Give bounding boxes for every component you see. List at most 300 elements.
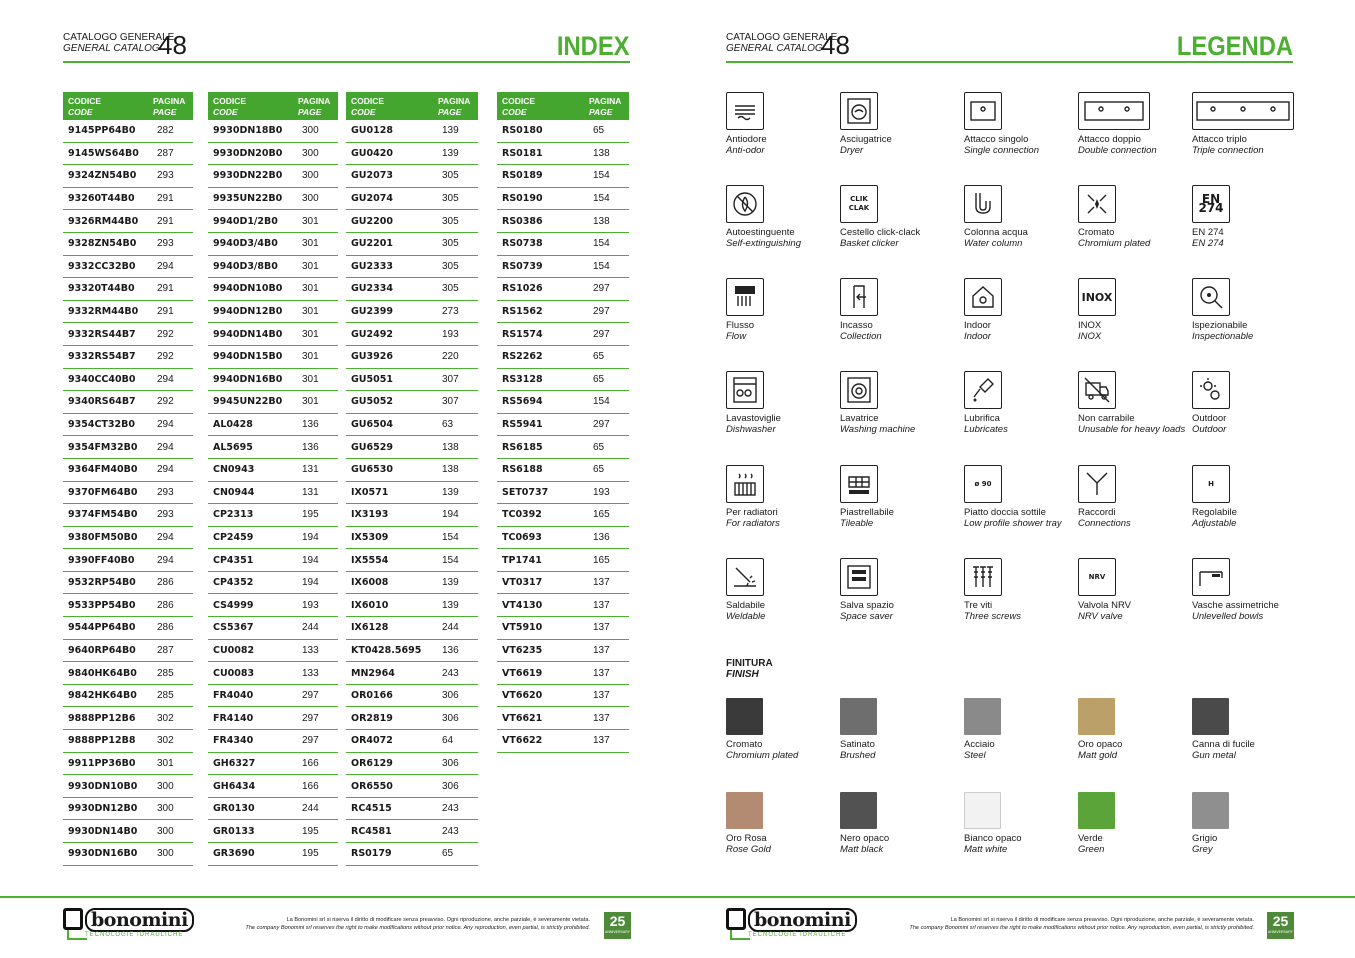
product-code: OR0166 <box>351 690 393 702</box>
legend-label-it: Vasche assimetriche <box>1192 600 1279 611</box>
page-ref: 286 <box>157 599 174 611</box>
product-code: 9940DN12B0 <box>213 306 283 318</box>
legend-item <box>1192 92 1304 156</box>
product-code: VT0317 <box>502 577 543 589</box>
legend-label-en: NRV valve <box>1078 611 1123 622</box>
legend-item <box>840 371 952 435</box>
dryer-icon <box>840 92 878 130</box>
product-code: AL0428 <box>213 419 253 431</box>
table-row <box>497 323 629 346</box>
legend-item <box>1078 465 1190 529</box>
page-ref: 293 <box>157 486 174 498</box>
page-ref: 301 <box>157 757 174 769</box>
legend-label-en: Anti-odor <box>726 145 765 156</box>
tileable-icon <box>840 465 878 503</box>
page-ref: 287 <box>157 644 174 656</box>
page-ref: 137 <box>593 577 610 589</box>
table-row <box>208 165 338 188</box>
legend-label-it: EN 274 <box>1192 227 1224 238</box>
product-code: GR0130 <box>213 803 255 815</box>
table-row <box>208 482 338 505</box>
page-ref: 292 <box>157 351 174 363</box>
product-code: 9911PP36B0 <box>68 757 136 769</box>
finish-swatch <box>840 698 877 735</box>
finish-swatch <box>840 792 877 829</box>
page-ref: 138 <box>593 215 610 227</box>
legend-item <box>726 371 838 435</box>
table-row <box>497 210 629 233</box>
product-code: OR2819 <box>351 712 393 724</box>
en274-icon: EN 274 <box>1192 185 1230 223</box>
index-column <box>208 92 338 866</box>
page-ref: 137 <box>593 644 610 656</box>
legend-label-it: Saldabile <box>726 600 766 611</box>
product-code: CP2313 <box>213 509 254 521</box>
product-code: 9940DN15B0 <box>213 351 283 363</box>
page-ref: 305 <box>442 170 459 182</box>
legend-label-en: Three screws <box>964 611 1022 622</box>
self-extinguishing-icon <box>726 185 764 223</box>
page-ref: 138 <box>442 441 459 453</box>
page-ref: 244 <box>302 803 319 815</box>
product-code: GU2333 <box>351 260 393 272</box>
finish-item <box>840 792 952 855</box>
product-code: GU5051 <box>351 373 393 385</box>
table-row <box>346 120 478 143</box>
table-row <box>346 256 478 279</box>
legend-label-en: Self-extinguishing <box>726 238 801 249</box>
product-code: RS0386 <box>502 215 543 227</box>
legend-item <box>1078 278 1190 342</box>
table-row <box>346 662 478 685</box>
table-row <box>208 685 338 708</box>
page-ref: 294 <box>157 419 174 431</box>
finish-label-it: Satinato <box>840 739 875 750</box>
unlevelled-bowls-icon <box>1192 558 1230 596</box>
table-row <box>208 391 338 414</box>
finish-title: FINITURA FINISH <box>726 658 773 680</box>
finish-label-en: Brushed <box>840 750 876 761</box>
finish-item <box>964 698 1076 761</box>
product-code: RC4515 <box>351 803 392 815</box>
table-row <box>497 233 629 256</box>
product-code: 9533PP54B0 <box>68 599 136 611</box>
product-code: CS4999 <box>213 599 254 611</box>
header-divider <box>726 61 1293 63</box>
nrv-valve-icon: NRV <box>1078 558 1116 596</box>
table-row <box>208 323 338 346</box>
legend-label-it: Outdoor <box>1192 413 1227 424</box>
legend-label-en: Water column <box>964 238 1023 249</box>
product-code: OR4072 <box>351 735 393 747</box>
anniversary-badge: 25 ANNIVERSARY <box>604 912 631 939</box>
finish-label-en: Chromium plated <box>726 750 799 761</box>
page-ref: 139 <box>442 486 459 498</box>
table-row <box>208 820 338 843</box>
catalog-label: CATALOGO GENERALE GENERAL CATALOG <box>63 32 175 54</box>
legend-label-it: Asciugatrice <box>840 134 892 145</box>
page-ref: 244 <box>302 622 319 634</box>
table-row <box>497 549 629 572</box>
page-ref: 137 <box>593 690 610 702</box>
page-ref: 285 <box>157 690 174 702</box>
legend-label-it: Flusso <box>726 320 754 331</box>
product-code: 9340RS64B7 <box>68 396 136 408</box>
table-row <box>63 210 193 233</box>
page-ref: 137 <box>593 735 610 747</box>
legend-label-en: For radiators <box>726 518 780 529</box>
page-ref: 301 <box>302 238 319 250</box>
page-ref: 154 <box>593 238 610 250</box>
page-ref: 63 <box>442 419 454 431</box>
table-row <box>208 278 338 301</box>
page-ref: 300 <box>302 170 319 182</box>
table-row <box>497 685 629 708</box>
table-row <box>208 730 338 753</box>
product-code: 9930DN12B0 <box>68 803 138 815</box>
product-code: OR6129 <box>351 757 393 769</box>
page-ref: 300 <box>157 848 174 860</box>
table-row <box>63 640 193 663</box>
page-ref: 292 <box>157 396 174 408</box>
page-ref: 286 <box>157 622 174 634</box>
page-ref: 194 <box>302 531 319 543</box>
legend-label-en: Outdoor <box>1192 424 1227 435</box>
product-code: 9544PP64B0 <box>68 622 136 634</box>
table-row <box>497 143 629 166</box>
page-ref: 300 <box>302 193 319 205</box>
page-ref: 137 <box>593 599 610 611</box>
table-row <box>208 572 338 595</box>
legend-label-en: EN 274 <box>1192 238 1224 249</box>
page-ref: 193 <box>442 328 459 340</box>
page-ref: 154 <box>442 531 459 543</box>
page-ref: 243 <box>442 825 459 837</box>
inox-icon: INOX <box>1078 278 1116 316</box>
table-row <box>63 369 193 392</box>
index-header: CODICE CODE PAGINA PAGE <box>346 92 478 120</box>
page-ref: 294 <box>157 554 174 566</box>
page-ref: 301 <box>302 328 319 340</box>
page-ref: 195 <box>302 509 319 521</box>
table-row <box>346 527 478 550</box>
page-ref: 137 <box>593 712 610 724</box>
page-ref: 136 <box>593 531 610 543</box>
product-code: 9945UN22B0 <box>213 396 283 408</box>
weldable-icon <box>726 558 764 596</box>
table-row <box>346 278 478 301</box>
table-row <box>208 843 338 866</box>
legend-label-it: Raccordi <box>1078 507 1116 518</box>
product-code: 9888PP12B6 <box>68 712 136 724</box>
legend-label-en: Collection <box>840 331 882 342</box>
product-code: 9532RP54B0 <box>68 577 136 589</box>
legend-label-en: Chromium plated <box>1078 238 1151 249</box>
page-ref: 154 <box>593 170 610 182</box>
page-ref: 305 <box>442 193 459 205</box>
legend-item <box>840 185 952 249</box>
page-ref: 287 <box>157 147 174 159</box>
product-code: RS0189 <box>502 170 543 182</box>
legend-label-en: Inspectionable <box>1192 331 1254 342</box>
page-ref: 133 <box>302 644 319 656</box>
product-code: 9332RS44B7 <box>68 328 136 340</box>
product-code: GU2399 <box>351 306 393 318</box>
product-code: 9930DN18B0 <box>213 125 283 137</box>
page-ref: 301 <box>302 306 319 318</box>
finish-label-it: Oro Rosa <box>726 833 767 844</box>
legend-label-en: Unusable for heavy loads <box>1078 424 1186 435</box>
product-code: GU6530 <box>351 464 393 476</box>
flow-icon <box>726 278 764 316</box>
table-row <box>208 369 338 392</box>
product-code: IX5554 <box>351 554 389 566</box>
finish-label-en: Grey <box>1192 844 1213 855</box>
legend-label-en: Flow <box>726 331 747 342</box>
table-row <box>497 369 629 392</box>
table-row <box>346 346 478 369</box>
table-row <box>63 414 193 437</box>
product-code: 9354CT32B0 <box>68 419 135 431</box>
product-code: GU3926 <box>351 351 393 363</box>
legend-label-en: Tileable <box>840 518 874 529</box>
table-row <box>208 640 338 663</box>
page-ref: 136 <box>302 419 319 431</box>
legend-item <box>840 92 952 156</box>
table-row <box>346 594 478 617</box>
product-code: 9324ZN54B0 <box>68 170 137 182</box>
product-code: 9930DN20B0 <box>213 147 283 159</box>
product-code: 9332RM44B0 <box>68 306 139 318</box>
legend-item <box>840 558 952 622</box>
index-column <box>497 92 629 753</box>
legend-item <box>964 278 1076 342</box>
product-code: VT5910 <box>502 622 543 634</box>
table-row <box>208 233 338 256</box>
table-row <box>63 120 193 143</box>
table-row <box>63 843 193 866</box>
product-code: TC0392 <box>502 509 542 521</box>
table-row <box>63 753 193 776</box>
product-code: RS1574 <box>502 328 543 340</box>
page-ref: 294 <box>157 441 174 453</box>
product-code: GU6529 <box>351 441 393 453</box>
page-ref: 286 <box>157 577 174 589</box>
finish-item <box>840 698 952 761</box>
product-code: RS0180 <box>502 125 543 137</box>
page-ref: 65 <box>593 441 605 453</box>
page-ref: 139 <box>442 577 459 589</box>
page-ref: 136 <box>442 644 459 656</box>
table-row <box>497 730 629 753</box>
legend-label-it: Cromato <box>1078 227 1115 238</box>
legend-label-en: Weldable <box>726 611 766 622</box>
table-row <box>497 188 629 211</box>
product-code: 9390FF40B0 <box>68 554 135 566</box>
page-ref: 300 <box>157 780 174 792</box>
double-connection-icon <box>1078 92 1150 130</box>
table-row <box>63 301 193 324</box>
product-code: FR4140 <box>213 712 254 724</box>
legend-label-en: Unlevelled bowls <box>1192 611 1264 622</box>
product-code: RS0190 <box>502 193 543 205</box>
legend-label-it: Tre viti <box>964 600 993 611</box>
product-code: VT6620 <box>502 690 543 702</box>
table-row <box>208 436 338 459</box>
finish-item <box>726 698 838 761</box>
page-ref: 300 <box>157 825 174 837</box>
legend-label-en: Double connection <box>1078 145 1157 156</box>
legend-label-it: Lavastoviglie <box>726 413 781 424</box>
finish-label-en: Matt gold <box>1078 750 1118 761</box>
space-saver-icon <box>840 558 878 596</box>
page-number: 48 <box>821 30 850 60</box>
table-row <box>497 256 629 279</box>
legend-label-en: Single connection <box>964 145 1039 156</box>
legend-label-it: Lubrifica <box>964 413 1000 424</box>
table-row <box>346 617 478 640</box>
table-row <box>497 436 629 459</box>
page-ref: 154 <box>593 193 610 205</box>
product-code: RS2262 <box>502 351 543 363</box>
product-code: RS0738 <box>502 238 543 250</box>
product-code: 9935UN22B0 <box>213 193 283 205</box>
disclaimer: La Bonomini srl si riserva il diritto di modificare senza preavviso. Ogni riproduzione, anche parziale, è severamente vietata. The company Bonomini srl reserves the right to make modifications without prior notice. Any reproduction, even partial, is strictly prohibited. <box>245 917 590 931</box>
page-number: 48 <box>158 30 187 60</box>
three-screws-icon <box>964 558 1002 596</box>
legend-label-it: Antiodore <box>726 134 767 145</box>
page-ref: 194 <box>302 554 319 566</box>
table-row <box>346 640 478 663</box>
index-header: CODICE CODE PAGINA PAGE <box>208 92 338 120</box>
legend-label-it: Piatto doccia sottile <box>964 507 1046 518</box>
page-ref: 302 <box>157 712 174 724</box>
finish-label-it: Acciaio <box>964 739 995 750</box>
page-ref: 301 <box>302 351 319 363</box>
page-ref: 165 <box>593 509 610 521</box>
page-ref: 136 <box>302 441 319 453</box>
product-code: IX6008 <box>351 577 389 589</box>
legend-item <box>1192 465 1304 529</box>
product-code: RS0181 <box>502 147 543 159</box>
finish-label-it: Oro opaco <box>1078 739 1123 750</box>
table-row <box>63 391 193 414</box>
legend-label-en: Basket clicker <box>840 238 899 249</box>
product-code: CP4351 <box>213 554 254 566</box>
legend-item <box>1078 558 1190 622</box>
water-column-icon <box>964 185 1002 223</box>
product-code: IX6128 <box>351 622 389 634</box>
legend-label-it: Attacco singolo <box>964 134 1029 145</box>
shower-tray-icon: ø 90 <box>964 465 1002 503</box>
table-row <box>63 482 193 505</box>
finish-label-en: Rose Gold <box>726 844 771 855</box>
product-code: GU2201 <box>351 238 393 250</box>
legend-item <box>1078 185 1190 249</box>
anti-odor-icon <box>726 92 764 130</box>
legend-item <box>1078 92 1190 156</box>
product-code: 9328ZN54B0 <box>68 238 137 250</box>
legend-label-en: Low profile shower tray <box>964 518 1062 529</box>
page-ref: 297 <box>593 306 610 318</box>
page-ref: 301 <box>302 215 319 227</box>
page-ref: 297 <box>302 712 319 724</box>
legend-item <box>726 465 838 529</box>
legend-item <box>964 371 1076 435</box>
page-ref: 297 <box>302 735 319 747</box>
product-code: FR4040 <box>213 690 254 702</box>
page-ref: 306 <box>442 712 459 724</box>
legend-label-it: Lavatrice <box>840 413 879 424</box>
page-ref: 307 <box>442 396 459 408</box>
product-code: RS0739 <box>502 260 543 272</box>
product-code: IX5309 <box>351 531 389 543</box>
table-row <box>346 482 478 505</box>
table-row <box>497 482 629 505</box>
page-ref: 138 <box>593 147 610 159</box>
table-row <box>63 549 193 572</box>
table-row <box>346 843 478 866</box>
legend-label-en: Triple connection <box>1192 145 1264 156</box>
table-row <box>208 120 338 143</box>
product-code: GU2492 <box>351 328 393 340</box>
finish-item <box>1078 698 1190 761</box>
table-row <box>208 594 338 617</box>
legend-item <box>964 185 1076 249</box>
page-ref: 294 <box>157 531 174 543</box>
table-row <box>208 346 338 369</box>
finish-label-en: Matt black <box>840 844 884 855</box>
product-code: CP4352 <box>213 577 254 589</box>
table-row <box>346 504 478 527</box>
table-row <box>63 572 193 595</box>
finish-item <box>964 792 1076 855</box>
page-ref: 65 <box>593 125 605 137</box>
table-row <box>63 685 193 708</box>
connections-icon <box>1078 465 1116 503</box>
product-code: SET0737 <box>502 486 549 498</box>
table-row <box>63 459 193 482</box>
page-ref: 291 <box>157 283 174 295</box>
table-row <box>346 707 478 730</box>
page-ref: 139 <box>442 599 459 611</box>
page-ref: 305 <box>442 283 459 295</box>
table-row <box>497 707 629 730</box>
table-row <box>63 594 193 617</box>
legend-label-it: Cestello click-clack <box>840 227 921 238</box>
footer-divider <box>0 896 677 898</box>
table-row <box>346 775 478 798</box>
page-ref: 292 <box>157 328 174 340</box>
table-row <box>497 504 629 527</box>
page-ref: 65 <box>593 351 605 363</box>
page-ref: 137 <box>593 667 610 679</box>
finish-swatch <box>726 792 763 829</box>
table-row <box>346 753 478 776</box>
catalog-label: CATALOGO GENERALE GENERAL CATALOG <box>726 32 838 54</box>
table-row <box>497 617 629 640</box>
legend-label-it: Regolabile <box>1192 507 1237 518</box>
legend-label-en: Adjustable <box>1192 518 1237 529</box>
product-code: MN2964 <box>351 667 395 679</box>
table-row <box>208 188 338 211</box>
finish-swatch <box>726 698 763 735</box>
page-ref: 301 <box>302 283 319 295</box>
table-row <box>346 165 478 188</box>
page-ref: 244 <box>442 622 459 634</box>
page-ref: 297 <box>593 283 610 295</box>
legend-label-it: INOX <box>1078 320 1102 331</box>
